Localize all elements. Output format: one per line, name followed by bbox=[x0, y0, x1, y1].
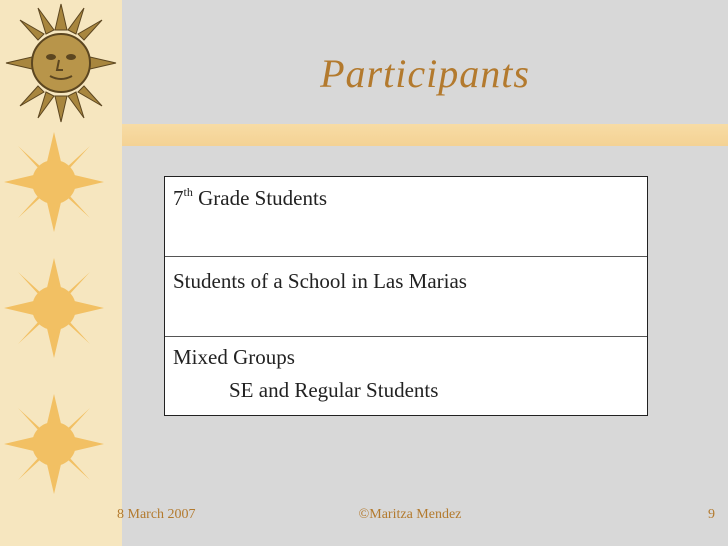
participants-table bbox=[164, 176, 648, 416]
sun-icon bbox=[2, 130, 106, 234]
sun-icon bbox=[2, 256, 106, 360]
table-row bbox=[165, 257, 647, 337]
slide-title: Participants bbox=[320, 51, 530, 96]
sun-icon bbox=[2, 392, 106, 496]
footer-author: ©Maritza Mendez bbox=[358, 507, 462, 522]
row-sub-text: SE and Regular Students bbox=[229, 378, 439, 402]
row-text: Students of a School in Las Marias bbox=[173, 269, 467, 293]
row-text: Mixed Groups bbox=[173, 345, 295, 369]
page-number: 9 bbox=[708, 507, 715, 522]
sun-face-icon bbox=[0, 0, 122, 126]
grade-number: 7 bbox=[173, 186, 184, 210]
sidebar bbox=[0, 0, 122, 546]
table-row bbox=[165, 177, 647, 257]
table-row bbox=[165, 337, 647, 415]
grade-superscript: th bbox=[183, 185, 193, 199]
row-text: Grade Students bbox=[192, 186, 327, 210]
footer-date: 8 March 2007 bbox=[117, 507, 196, 522]
accent-bar bbox=[122, 124, 728, 146]
